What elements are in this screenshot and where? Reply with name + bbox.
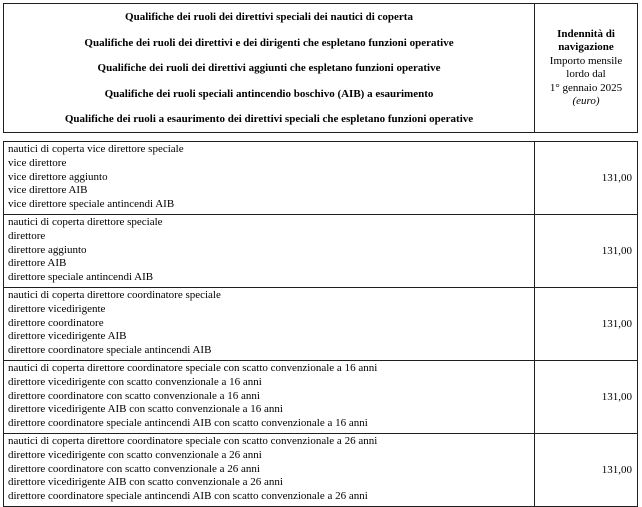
amount-value: 131,00 [601,390,632,403]
amount-cell [535,434,637,506]
qualification-line: nautici di coperta direttore coordinatore speciale [8,288,221,301]
qualification-body-table [3,141,638,507]
qualification-lines [4,288,535,360]
qualification-lines [4,361,535,433]
qualification-line: direttore speciale antincendi AIB [8,271,154,284]
table-row [4,288,637,361]
amount-cell [535,361,637,433]
header-qualification-line: Qualifiche dei ruoli a esaurimento dei direttivi speciali che espletano funzioni operative [64,113,474,125]
table-row [4,215,637,288]
amount-cell [535,288,637,360]
qualification-header-table [3,3,638,133]
qualification-line: vice direttore AIB [8,184,88,197]
amount-column-title: Indennità di navigazione [557,27,615,53]
qualification-line: direttore vicedirigente AIB con scatto convenzionale a 26 anni [8,476,283,489]
amount-column-date: 1° gennaio 2025 [549,81,623,94]
qualification-line: direttore vicedirigente AIB [8,330,127,343]
qualification-line: direttore aggiunto [8,243,87,256]
qualification-line: vice direttore aggiunto [8,170,108,183]
qualification-line: direttore [8,229,46,242]
qualification-line: nautici di coperta direttore coordinatore speciale con scatto convenzionale a 26 anni [8,434,378,447]
amount-column-subtitle: Importo mensile lordo dal [549,54,623,80]
table-row [4,142,637,215]
qualification-line: direttore vicedirigente AIB con scatto convenzionale a 16 anni [8,403,283,416]
qualification-lines [4,215,535,287]
qualification-line: nautici di coperta direttore coordinatore speciale con scatto convenzionale a 16 anni [8,361,378,374]
qualification-line: direttore vicedirigente con scatto convenzionale a 16 anni [8,375,262,388]
amount-cell [535,215,637,287]
qualification-line: direttore coordinatore con scatto convenzionale a 16 anni [8,389,260,402]
qualification-header-cell [4,4,535,132]
qualification-line: vice direttore [8,156,67,169]
header-qualification-line: Qualifiche dei ruoli dei direttivi speciali dei nautici di coperta [125,11,413,23]
amount-column-header-cell [535,4,637,132]
qualification-lines [4,142,535,214]
header-qualification-line: Qualifiche dei ruoli dei direttivi e dei dirigenti che espletano funzioni operative [84,36,454,49]
qualification-line: direttore coordinatore con scatto convenzionale a 26 anni [8,462,260,475]
qualification-lines [4,434,535,506]
qualification-line: nautici di coperta direttore speciale [8,215,163,228]
header-qualification-line: Qualifiche dei ruoli dei direttivi aggiunti che espletano funzioni operative [97,62,441,74]
qualification-line: direttore coordinatore speciale antincendi AIB con scatto convenzionale a 16 anni [8,417,368,430]
amount-value: 131,00 [601,463,632,476]
amount-column-unit: (euro) [572,95,600,107]
qualification-line: direttore coordinatore [8,316,104,329]
header-qualification-line: Qualifiche dei ruoli speciali antincendio boschivo (AIB) a esaurimento [104,87,434,100]
qualification-line: direttore vicedirigente con scatto convenzionale a 26 anni [8,448,262,461]
qualification-line: direttore vicedirigente [8,302,106,315]
amount-cell [535,142,637,214]
qualification-line: direttore coordinatore speciale antincendi AIB [8,344,212,357]
table-row [4,361,637,434]
amount-value: 131,00 [601,317,632,330]
qualification-line: direttore coordinatore speciale antincendi AIB con scatto convenzionale a 26 anni [8,490,368,503]
qualification-line: direttore AIB [8,257,67,270]
table-row [4,434,637,506]
qualification-line: vice direttore speciale antincendi AIB [8,198,175,211]
qualification-line: nautici di coperta vice direttore speciale [8,143,184,155]
amount-value: 131,00 [601,171,632,184]
amount-value: 131,00 [601,244,632,257]
